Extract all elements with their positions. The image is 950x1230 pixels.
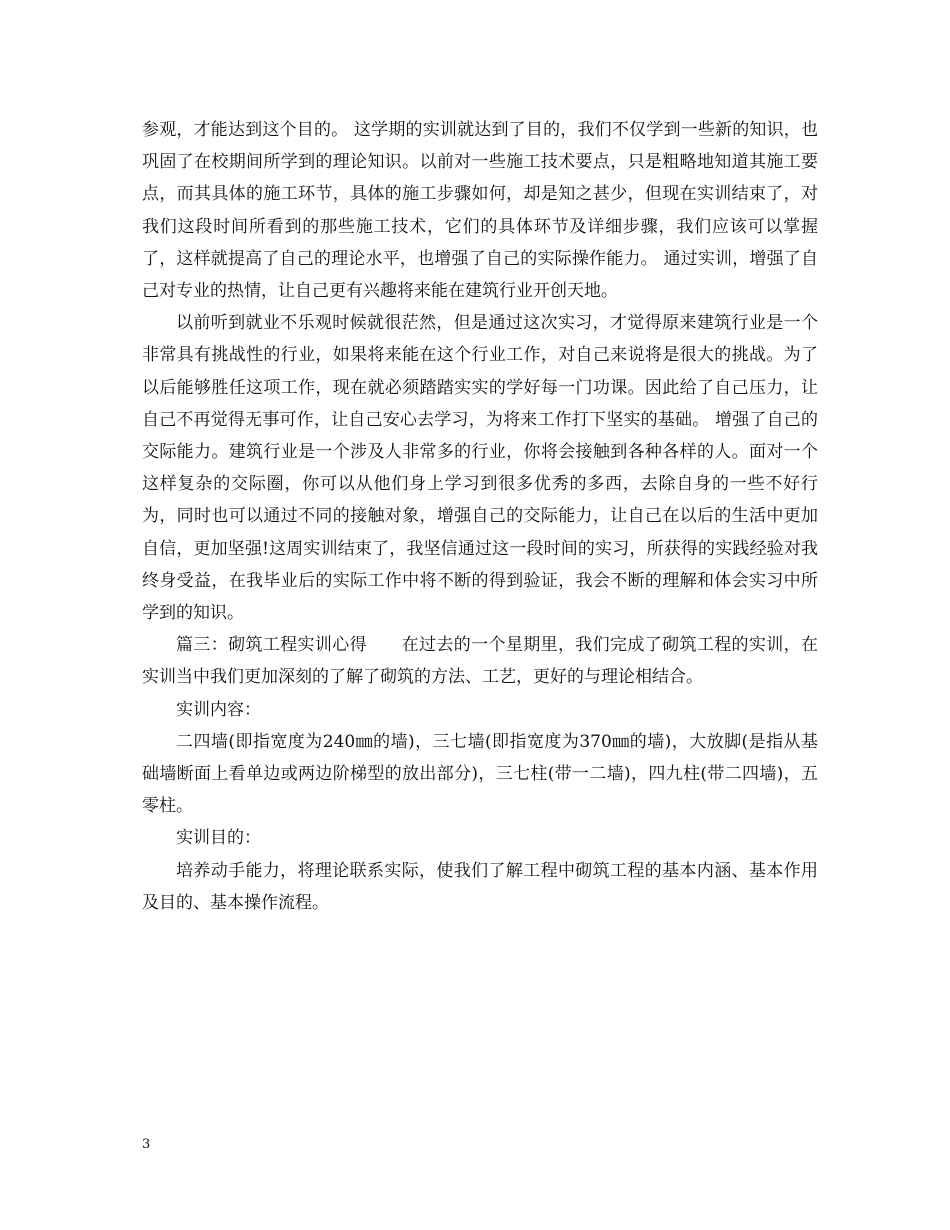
paragraph-7: 培养动手能力，将理论联系实际，使我们了解工程中砌筑工程的基本内涵、基本作用及目的、基本操作流程。 xyxy=(142,860,818,913)
paragraph-1: 参观，才能达到这个目的。 这学期的实训就达到了目的，我们不仅学到一些新的知识，也巩固了在校期间所学到的理论知识。以前对一些施工技术要点，只是粗略地知道其施工要点，而其具体的施工环节，具体的施工步骤如何，却是知之甚少，但现在实训结束了，对我们这段时间所看到的那些施工技术，它们的具体环节及详细步骤，我们应该可以掌握了，这样就提高了自己的理论水平，也增强了自己的实际操作能力。 通过实训，增强了自己对专业的热情，让自己更有兴趣将来能在建筑行业开创天地。 xyxy=(142,120,818,302)
paragraph-2: 以前听到就业不乐观时候就很茫然，但是通过这次实习，才觉得原来建筑行业是一个非常具有挑战性的行业，如果将来能在这个行业工作，对自己来说将是很大的挑战。为了以后能够胜任这项工作，现在就必须踏踏实实的学好每一门功课。因此给了自己压力，让自己不再觉得无事可作，让自己安心去学习，为将来工作打下坚实的基础。 增强了自己的交际能力。建筑行业是一个涉及人非常多的行业，你将会接触到各种各样的人。面对一个这样复杂的交际圈，你可以从他们身上学习到很多优秀的多西，去除自身的一些不好行为，同时也可以通过不同的接触对象，增强自己的交际能力，让自己在以后的生活中更加自信，更加坚强!这周实训结束了，我坚信通过这一段时间的实习，所获得的实践经验对我终身受益，在我毕业后的实际工作中将不断的得到验证，我会不断的理解和体会实习中所学到的知识。 xyxy=(142,313,818,624)
page-number: 3 xyxy=(142,1137,151,1152)
document-body xyxy=(142,114,818,919)
paragraph-5: 二四墙(即指宽度为240㎜的墙)，三七墙(即指宽度为370㎜的墙)，大放脚(是指从基础墙断面上看单边或两边阶梯型的放出部分)，三七柱(带一二墙)，四九柱(带二四墙)，五零柱。 xyxy=(142,731,818,817)
paragraph-6: 实训目的： xyxy=(176,828,261,849)
paragraph-3: 篇三：砌筑工程实训心得 在过去的一个星期里，我们完成了砌筑工程的实训，在实训当中我们更加深刻的了解了砌筑的方法、工艺，更好的与理论相结合。 xyxy=(142,635,818,688)
paragraph-4: 实训内容： xyxy=(176,699,261,720)
